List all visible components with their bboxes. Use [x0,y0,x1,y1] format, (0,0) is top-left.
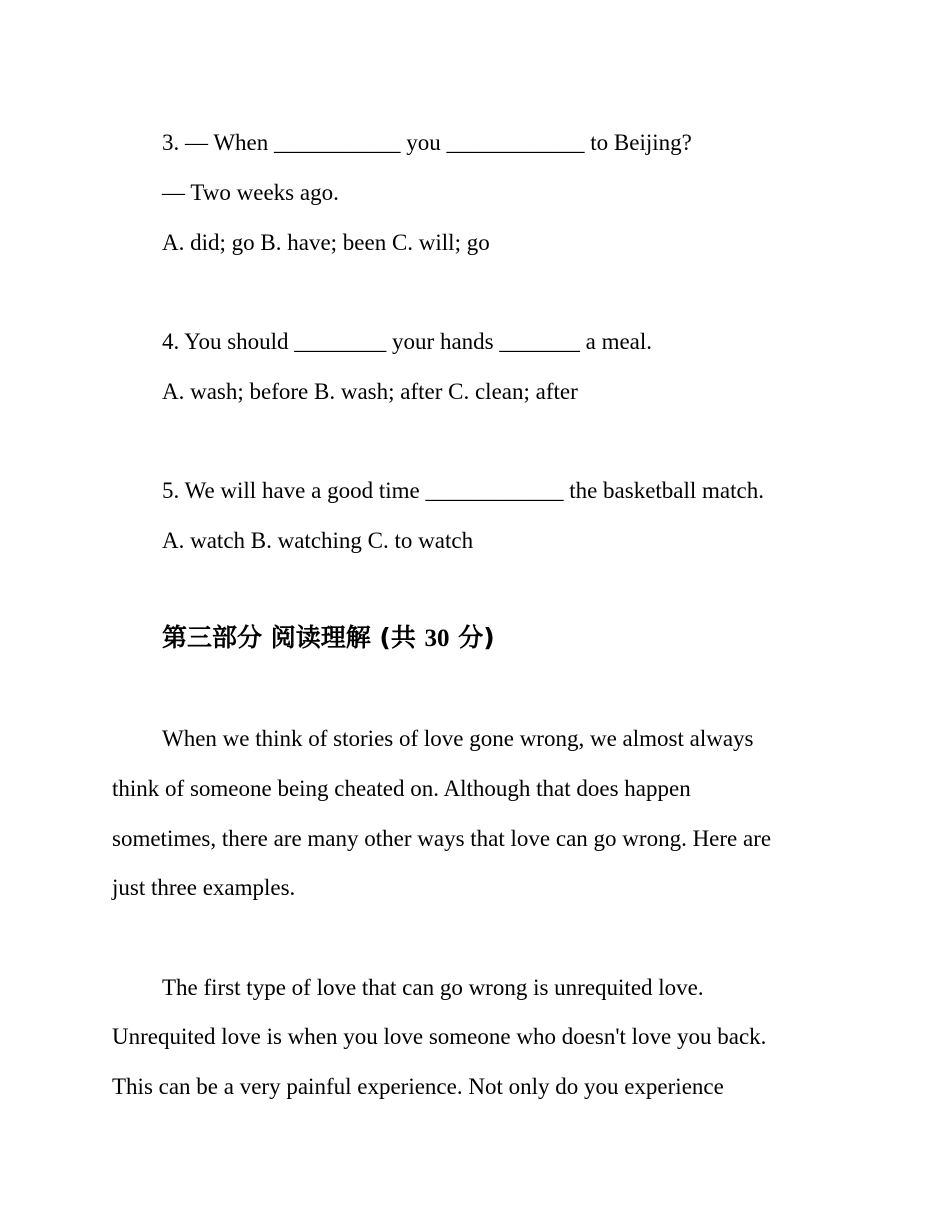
passage-p1-line-3: sometimes, there are many other ways that love can go wrong. Here are [112,826,772,851]
question-5-options: A. watch B. watching C. to watch [162,528,474,553]
section-points: 30 [424,625,450,652]
section-title-end: 分) [449,623,495,652]
passage-p2-line-1: The first type of love that can go wrong is unrequited love. [162,975,704,1000]
question-3-options: A. did; go B. have; been C. will; go [162,230,490,255]
passage-p1-line-4: just three examples. [112,875,296,900]
passage-p1-line-2: think of someone being cheated on. Although that does happen [112,776,691,801]
question-5-stem: 5. We will have a good time ____________ the basketball match. [162,478,764,503]
section-heading [162,621,495,656]
passage-p2-line-2: Unrequited love is when you love someone who doesn't love you back. [112,1024,767,1049]
section-title: 第三部分 阅读理解 (共 [162,623,425,652]
question-4-options: A. wash; before B. wash; after C. clean; after [162,379,578,404]
question-3-stem: 3. — When ___________ you ____________ to Beijing? [162,130,692,155]
question-4-stem: 4. You should ________ your hands _______ a meal. [162,329,653,354]
question-3-reply: — Two weeks ago. [162,180,339,205]
passage-p1-line-1: When we think of stories of love gone wrong, we almost always [162,726,754,751]
passage-p2-line-3: This can be a very painful experience. Not only do you experience [112,1074,724,1099]
